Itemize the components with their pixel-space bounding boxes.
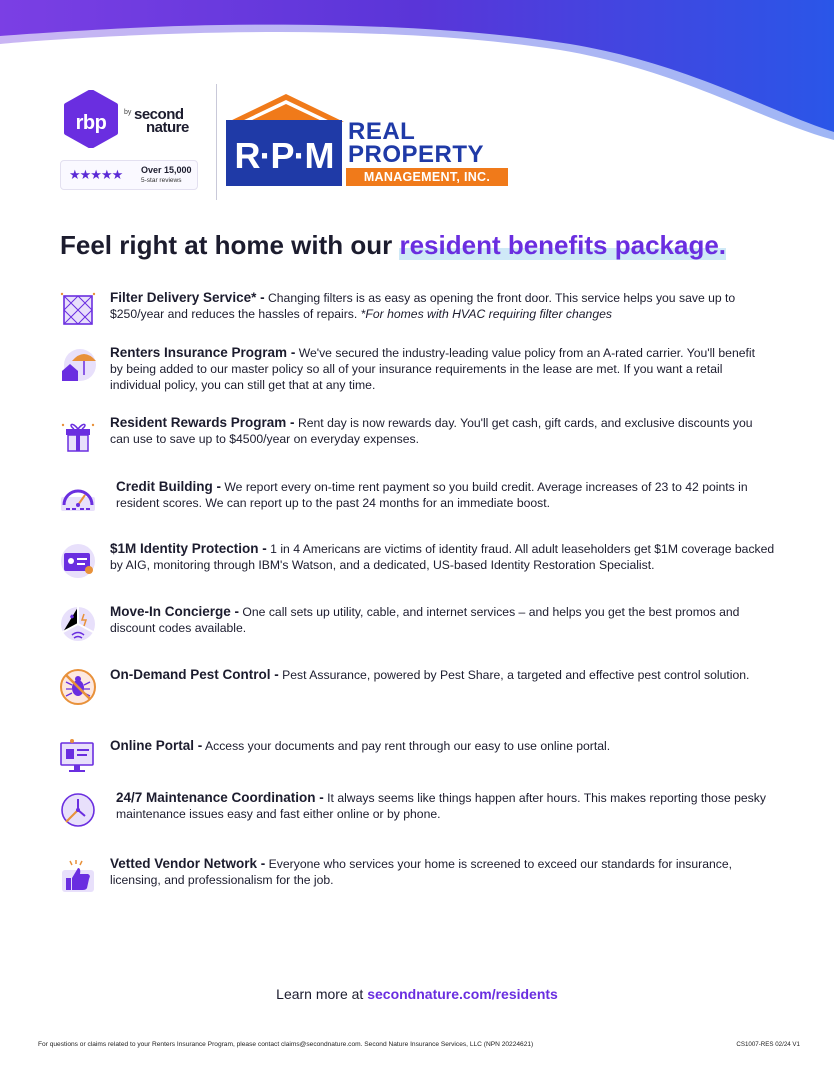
headline-highlight: resident benefits package. xyxy=(399,230,727,260)
benefit-title: Renters Insurance Program - xyxy=(110,345,296,360)
benefit-body: Everyone who services your home is screened to exceed our standards for insurance, licensing, and professionalism for the job. xyxy=(110,857,733,887)
learn-more xyxy=(0,986,834,1002)
benefit-body: Changing filters is as easy as opening the front door. This service helps you save up to $250/year and reduces the hassles of repairs. xyxy=(110,291,736,321)
benefit-title: Filter Delivery Service* - xyxy=(110,290,265,305)
gift-icon xyxy=(58,415,98,455)
benefit-body: We report every on-time rent payment so you build credit. Average increases of 23 to 42 points in resident scores. We can report up to the past 24 months for an immediate boost. xyxy=(116,480,748,510)
benefit-body: Rent day is now rewards day. You'll get cash, gift cards, and exclusive discounts you can use to save up to $4500/year on everyday expenses. xyxy=(110,416,753,446)
benefit-body: It always seems like things happen after hours. This makes reporting those pesky maintenance issues easy and fast either online or by phone. xyxy=(116,791,766,821)
benefit-body: One call sets up utility, cable, and internet services – and helps you get the best promos and discount codes available. xyxy=(110,605,740,635)
filter-icon xyxy=(58,290,98,330)
logo-area: rbp by second nature ★★★★★ Over 15,000 5-star reviews R·P·M REAL PROPERTY MANAGEMENT, INC. xyxy=(58,82,538,202)
reviews-badge xyxy=(60,160,198,190)
clock-icon xyxy=(58,790,98,830)
benefit-body: We've secured the industry-leading value policy from an A-rated carrier. You'll benefit by being added to our master policy so all of your insurance requirements in the lease are met. If you want a retail individual policy, you can still get that at any time. xyxy=(110,346,755,392)
rbp-logo xyxy=(62,90,120,148)
id-badge-icon xyxy=(58,541,98,581)
utilities-icon xyxy=(58,604,98,644)
reviews-count: Over 15,000 xyxy=(141,165,192,175)
learn-more-prefix: Learn more at xyxy=(276,986,368,1002)
benefit-title: Credit Building - xyxy=(116,479,221,494)
benefit-title: On-Demand Pest Control - xyxy=(110,667,279,682)
thumbs-up-icon xyxy=(58,856,98,896)
benefit-note: *For homes with HVAC requiring filter changes xyxy=(360,307,612,321)
rpm-real: REAL xyxy=(348,118,416,145)
rpm-box xyxy=(226,120,342,186)
credit-gauge-icon xyxy=(58,479,98,519)
benefit-title: Move-In Concierge - xyxy=(110,604,240,619)
rpm-logo xyxy=(226,92,510,200)
rbp-mark: rbp xyxy=(75,112,107,134)
rpm-property: PROPERTY xyxy=(348,141,485,168)
footer-disclaimer: For questions or claims related to your Renters Insurance Program, please contact claims@secondnature.com. Second Nature Insurance Services, LLC (NPN 20224621) xyxy=(38,1041,534,1048)
document-code: CS1007-RES 02/24 V1 xyxy=(736,1041,800,1048)
benefit-title: Online Portal - xyxy=(110,738,203,753)
benefit-title: Vetted Vendor Network - xyxy=(110,856,266,871)
benefit-body: 1 in 4 Americans are victims of identity fraud. All adult leaseholders get $1M coverage backed by AIG, monitoring through IBM's Watson, and a dedicated, US-based Identity Restoration Specialist. xyxy=(110,542,775,572)
rpm-mark: R·P·M xyxy=(234,135,334,176)
headline-plain: Feel right at home with our xyxy=(60,230,400,260)
monitor-icon xyxy=(58,737,98,777)
benefit-body: Pest Assurance, powered by Pest Share, a targeted and effective pest control solution. xyxy=(278,668,750,682)
benefit-body: Access your documents and pay rent through our easy to use online portal. xyxy=(202,739,611,753)
reviews-sub: 5-star reviews xyxy=(141,177,182,184)
rpm-management: MANAGEMENT, INC. xyxy=(346,168,508,186)
umbrella-house-icon xyxy=(58,345,98,385)
benefit-title: $1M Identity Protection - xyxy=(110,541,267,556)
no-bug-icon xyxy=(58,667,98,707)
logo-divider xyxy=(216,84,217,200)
benefit-title: Resident Rewards Program - xyxy=(110,415,295,430)
learn-more-link[interactable]: secondnature.com/residents xyxy=(367,986,558,1002)
star-rating-icon: ★★★★★ xyxy=(69,167,123,182)
benefit-title: 24/7 Maintenance Coordination - xyxy=(116,790,324,805)
page-headline xyxy=(60,230,800,261)
